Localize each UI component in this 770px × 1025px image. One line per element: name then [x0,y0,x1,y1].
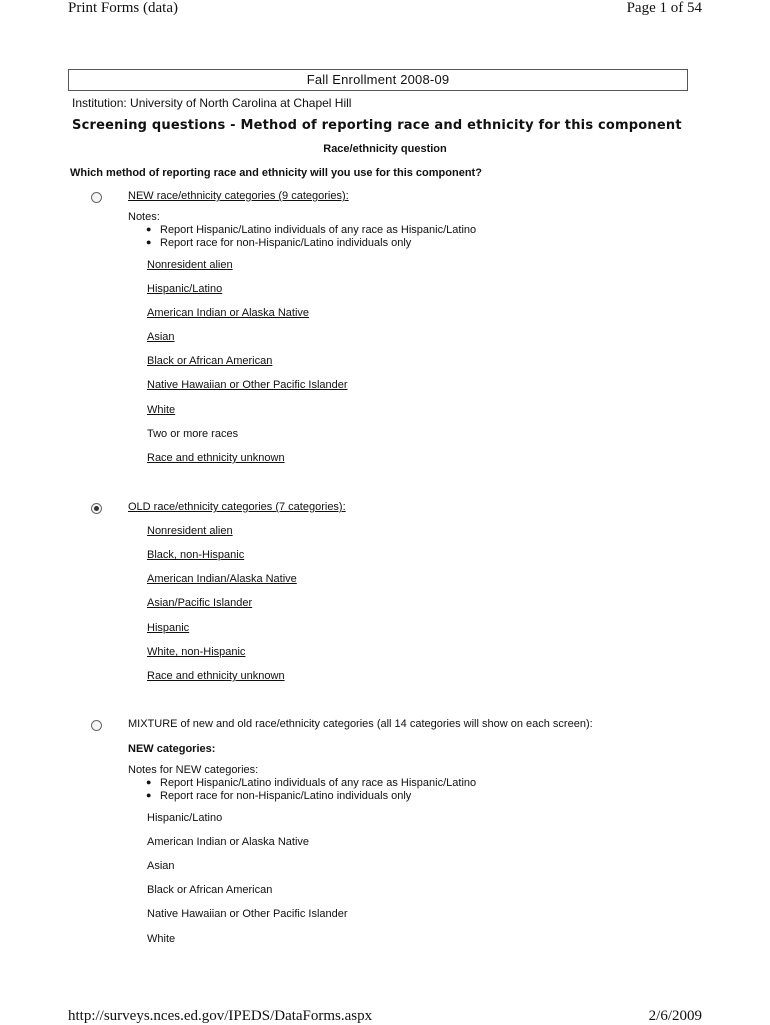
radio-mixture-categories[interactable] [91,720,102,731]
form-title: Fall Enrollment 2008-09 [68,69,688,91]
radio-old-categories[interactable] [91,503,102,514]
category-link[interactable]: Black or African American [147,355,273,367]
category-link[interactable]: Black, non-Hispanic [147,549,245,561]
section-heading: Screening questions - Method of reporting race and ethnicity for this component [72,118,682,133]
note-item: ● Report Hispanic/Latino individuals of any race as Hispanic/Latino [146,777,476,789]
print-footer-url: http://surveys.nces.ed.gov/IPEDS/DataForms.aspx [68,1008,373,1024]
category-link[interactable]: Nonresident alien [147,525,233,537]
question-text: Which method of reporting race and ethnicity will you use for this component? [70,167,482,179]
category-link[interactable]: Hispanic [147,622,190,634]
option-mixture-label[interactable]: MIXTURE of new and old race/ethnicity categories (all 14 categories will show on each screen): [128,718,593,730]
category-link[interactable]: Native Hawaiian or Other Pacific Islander [147,379,348,391]
category-link[interactable]: Hispanic/Latino [147,283,223,295]
note-item: ● Report race for non-Hispanic/Latino individuals only [146,790,411,802]
category-link[interactable]: Nonresident alien [147,259,233,271]
category-text: Asian [147,860,175,872]
category-text: American Indian or Alaska Native [147,836,310,848]
note-item: ● Report Hispanic/Latino individuals of any race as Hispanic/Latino [146,224,476,236]
notes-label: Notes: [128,211,160,223]
category-text: Black or African American [147,884,273,896]
question-subheading: Race/ethnicity question [323,143,447,155]
institution-name: Institution: University of North Carolina at Chapel Hill [72,96,352,110]
category-link[interactable]: White [147,404,176,416]
category-link[interactable]: Asian/Pacific Islander [147,597,253,609]
option-new-label[interactable]: NEW race/ethnicity categories (9 categories): [128,190,349,202]
category-link[interactable]: American Indian or Alaska Native [147,307,310,319]
option-old-label[interactable]: OLD race/ethnicity categories (7 categories): [128,501,346,513]
print-header-title: Print Forms (data) [68,0,178,16]
category-link[interactable]: Asian [147,331,175,343]
radio-new-categories[interactable] [91,192,102,203]
print-page-number: Page 1 of 54 [626,0,702,16]
print-footer-date: 2/6/2009 [648,1008,702,1024]
category-link[interactable]: White, non-Hispanic [147,646,246,658]
note-item: ● Report race for non-Hispanic/Latino individuals only [146,237,411,249]
category-link[interactable]: Race and ethnicity unknown [147,670,285,682]
category-link[interactable]: American Indian/Alaska Native [147,573,297,585]
new-categories-heading: NEW categories: [128,743,216,755]
notes-label: Notes for NEW categories: [128,764,259,776]
category-text: Hispanic/Latino [147,812,223,824]
category-text: White [147,933,176,945]
category-text: Two or more races [147,428,239,440]
category-link[interactable]: Race and ethnicity unknown [147,452,285,464]
category-text: Native Hawaiian or Other Pacific Islander [147,908,348,920]
